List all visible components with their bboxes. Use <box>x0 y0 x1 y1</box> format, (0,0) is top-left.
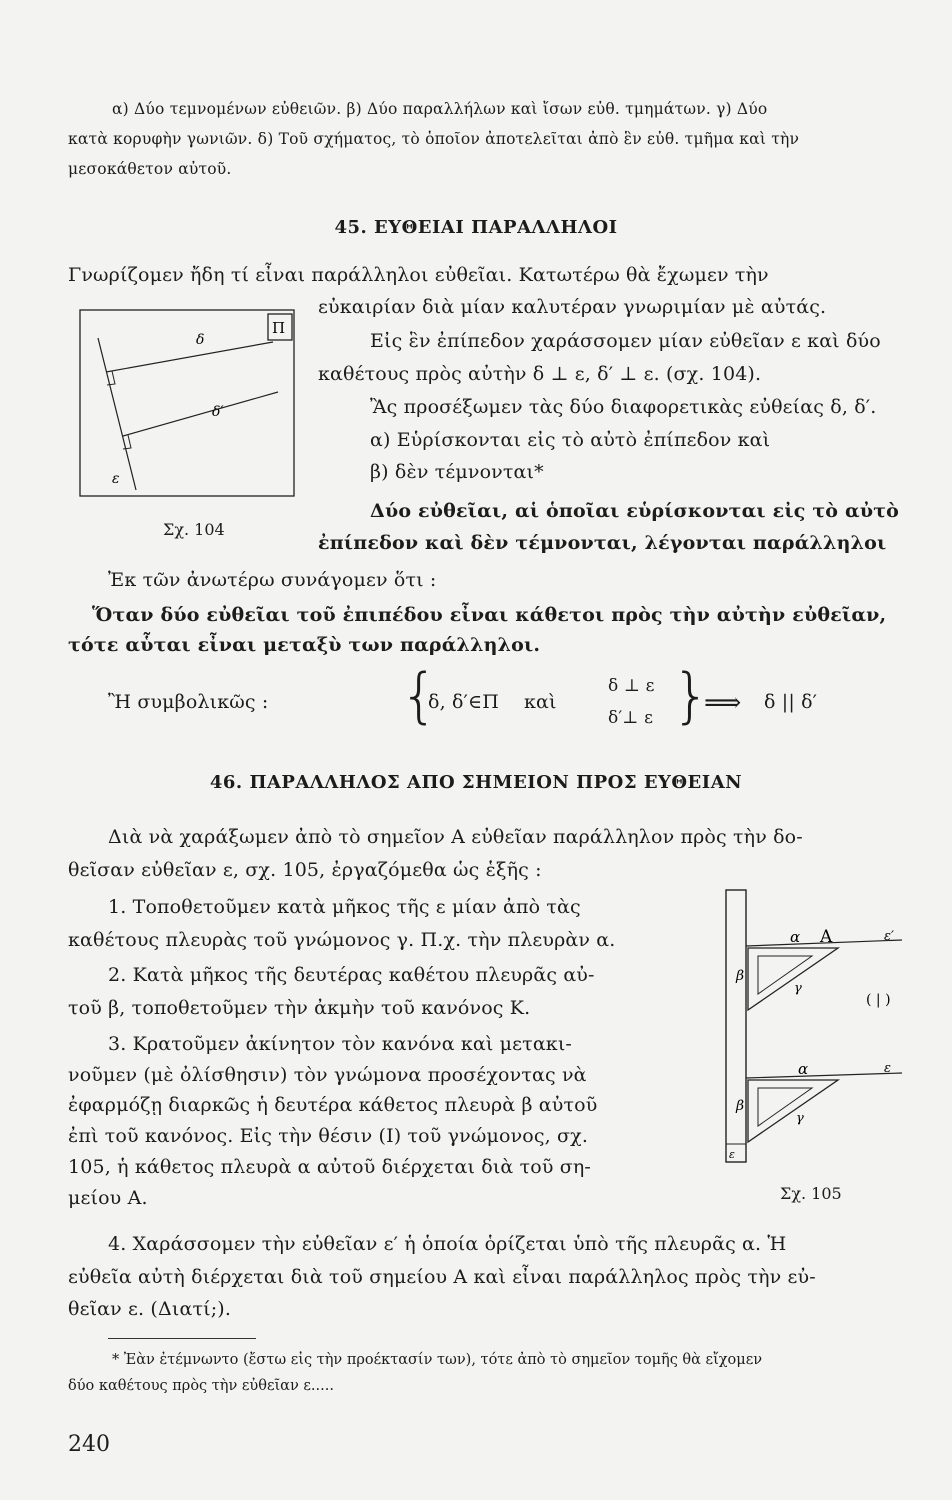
fig105-label-ruler: ε <box>729 1148 735 1161</box>
intro-line-2: κατὰ κορυφὴν γωνιῶν. δ) Τοῦ σχήματος, τὸ ὁποῖον ἀποτελεῖται ἀπὸ ἓν εὐθ. τμῆμα καὶ τὴν <box>68 130 800 148</box>
fig105-label-e-prime: ε′ <box>884 929 894 944</box>
s45-line-2: εὐκαιρίαν διὰ μίαν καλυτέραν γνωριμίαν μὲ αὐτάς. <box>318 296 827 318</box>
definition-line-1: Δύο εὐθεῖαι, αἱ ὁποῖαι εὑρίσκονται εἰς τὸ αὐτὸ <box>370 500 900 522</box>
section-45-heading: 45. ΕΥΘΕΙΑΙ ΠΑΡΑΛΛΗΛΟΙ <box>334 217 618 238</box>
s46-para-1b: θεῖσαν εὐθεῖαν ε, σχ. 105, ἐργαζόμεθα ὡς ἑξῆς : <box>68 859 542 881</box>
right-brace: } <box>672 661 711 731</box>
fig105-label-g-bottom: γ <box>796 1111 804 1126</box>
symbolic-left: δ, δ′∈Π <box>428 691 499 713</box>
step-2a: 2. Κατὰ μῆκος τῆς δευτέρας καθέτου πλευρᾶς αὐ- <box>108 964 595 986</box>
s45-line-6: α) Εὑρίσκονται εἰς τὸ αὐτὸ ἐπίπεδον καὶ <box>370 429 771 451</box>
symbolic-label: Ἢ συμβολικῶς : <box>108 691 269 713</box>
implies-arrow: ⟹ <box>704 688 742 718</box>
step-4b: εὐθεῖα αὐτὴ διέρχεται διὰ τοῦ σημείου Α καὶ εἶναι παράλληλος πρὸς τὴν εὐ- <box>68 1266 816 1288</box>
s46-para-1a: Διὰ νὰ χαράξωμεν ἀπὸ τὸ σημεῖον Α εὐθεῖαν παράλληλον πρὸς τὴν δο- <box>108 826 803 848</box>
symbolic-bottom: δ′⊥ ε <box>608 708 654 728</box>
step-3f: μείου Α. <box>68 1187 148 1209</box>
theorem-line-2: τότε αὗται εἶναι μεταξὺ των παράλληλοι. <box>68 634 541 656</box>
symbolic-top: δ ⊥ ε <box>608 676 655 696</box>
fig105-label-position-I: ( | ) <box>866 992 891 1008</box>
step-1a: 1. Τοποθετοῦμεν κατὰ μῆκος τῆς ε μίαν ἀπὸ τὰς <box>108 896 581 918</box>
definition-line-2: ἐπίπεδον καὶ δὲν τέμνονται, λέγονται παράλληλοι <box>318 532 887 554</box>
fig104-label-d-prime: δ′ <box>212 404 224 420</box>
intro-line-1: α) Δύο τεμνομένων εὐθειῶν. β) Δύο παραλλήλων καὶ ἴσων εὐθ. τμημάτων. γ) Δύο <box>112 100 768 118</box>
intro-line-3: μεσοκάθετον αὐτοῦ. <box>68 160 232 178</box>
step-3a: 3. Κρατοῦμεν ἀκίνητον τὸν κανόνα καὶ μετακι- <box>108 1033 573 1055</box>
footnote-rule <box>108 1338 256 1339</box>
s45-line-5: Ἂς προσέξωμεν τὰς δύο διαφορετικὰς εὐθείας δ, δ′. <box>370 396 877 418</box>
fig104-caption: Σχ. 104 <box>163 520 225 539</box>
fig104-label-d: δ <box>196 332 205 348</box>
step-1b: καθέτους πλευρὰς τοῦ γνώμονος γ. Π.χ. τὴν πλευρὰν α. <box>68 929 616 951</box>
symbolic-result: δ || δ′ <box>764 691 818 713</box>
step-2b: τοῦ β, τοποθετοῦμεν τὴν ἀκμὴν τοῦ κανόνος Κ. <box>68 997 531 1019</box>
footnote-line-1: * Ἐὰν ἐτέμνωντο (ἔστω εἰς τὴν προέκτασίν των), τότε ἀπὸ τὸ σημεῖον τομῆς θὰ εἴχομεν <box>112 1352 763 1368</box>
fig104-plane-label: Π <box>272 319 286 337</box>
step-4a: 4. Χαράσσομεν τὴν εὐθεῖαν ε′ ἡ ὁποία ὁρίζεται ὑπὸ τῆς πλευρᾶς α. Ἡ <box>108 1233 787 1255</box>
symbolic-and: καὶ <box>524 691 557 713</box>
footnote-line-2: δύο καθέτους πρὸς τὴν εὐθεῖαν ε..... <box>68 1378 334 1394</box>
step-3d: ἐπὶ τοῦ κανόνος. Εἰς τὴν θέσιν (Ι) τοῦ γνώμονος, σχ. <box>68 1125 589 1147</box>
section-46-heading: 46. ΠΑΡΑΛΛΗΛΟΣ ΑΠΟ ΣΗΜΕΙΟΝ ΠΡΟΣ ΕΥΘΕΙΑΝ <box>209 772 743 793</box>
left-brace: { <box>400 661 439 731</box>
s45-line-4: καθέτους πρὸς αὐτὴν δ ⊥ ε, δ′ ⊥ ε. (σχ. 104). <box>318 363 762 385</box>
s45-line-8: Ἐκ τῶν ἀνωτέρω συνάγομεν ὅτι : <box>108 569 437 591</box>
fig105-label-a-top: α <box>790 928 801 946</box>
figure-105 <box>716 882 912 1182</box>
figure-104 <box>78 308 300 500</box>
fig105-label-e: ε <box>884 1061 891 1076</box>
s45-line-3: Εἰς ἓν ἐπίπεδον χαράσσομεν μίαν εὐθεῖαν ε καὶ δύο <box>370 330 881 352</box>
fig105-label-a-bottom: α <box>798 1060 809 1078</box>
s45-line-7: β) δὲν τέμνονται* <box>370 461 544 483</box>
fig105-label-g-top: γ <box>794 981 802 996</box>
fig104-label-e: ε <box>112 471 120 487</box>
step-3c: ἐφαρμόζῃ διαρκῶς ἡ δευτέρα κάθετος πλευρὰ β αὐτοῦ <box>68 1094 598 1116</box>
step-4c: θεῖαν ε. (Διατί;). <box>68 1298 232 1320</box>
s45-line-1: Γνωρίζομεν ἤδη τί εἶναι παράλληλοι εὐθεῖαι. Κατωτέρω θὰ ἔχωμεν τὴν <box>68 264 769 286</box>
page-number: 240 <box>68 1432 110 1457</box>
fig105-label-b-top: β <box>736 968 745 984</box>
step-3b: νοῦμεν (μὲ ὀλίσθησιν) τὸν γνώμονα προσέχοντας νὰ <box>68 1064 587 1086</box>
fig105-label-b-bottom: β <box>736 1098 745 1114</box>
fig105-caption: Σχ. 105 <box>780 1184 842 1203</box>
fig105-label-A: Α <box>820 927 833 947</box>
theorem-line-1: Ὅταν δύο εὐθεῖαι τοῦ ἐπιπέδου εἶναι κάθετοι πρὸς τὴν αὐτὴν εὐθεῖαν, <box>92 604 887 626</box>
step-3e: 105, ἡ κάθετος πλευρὰ α αὐτοῦ διέρχεται διὰ τοῦ ση- <box>68 1156 591 1178</box>
